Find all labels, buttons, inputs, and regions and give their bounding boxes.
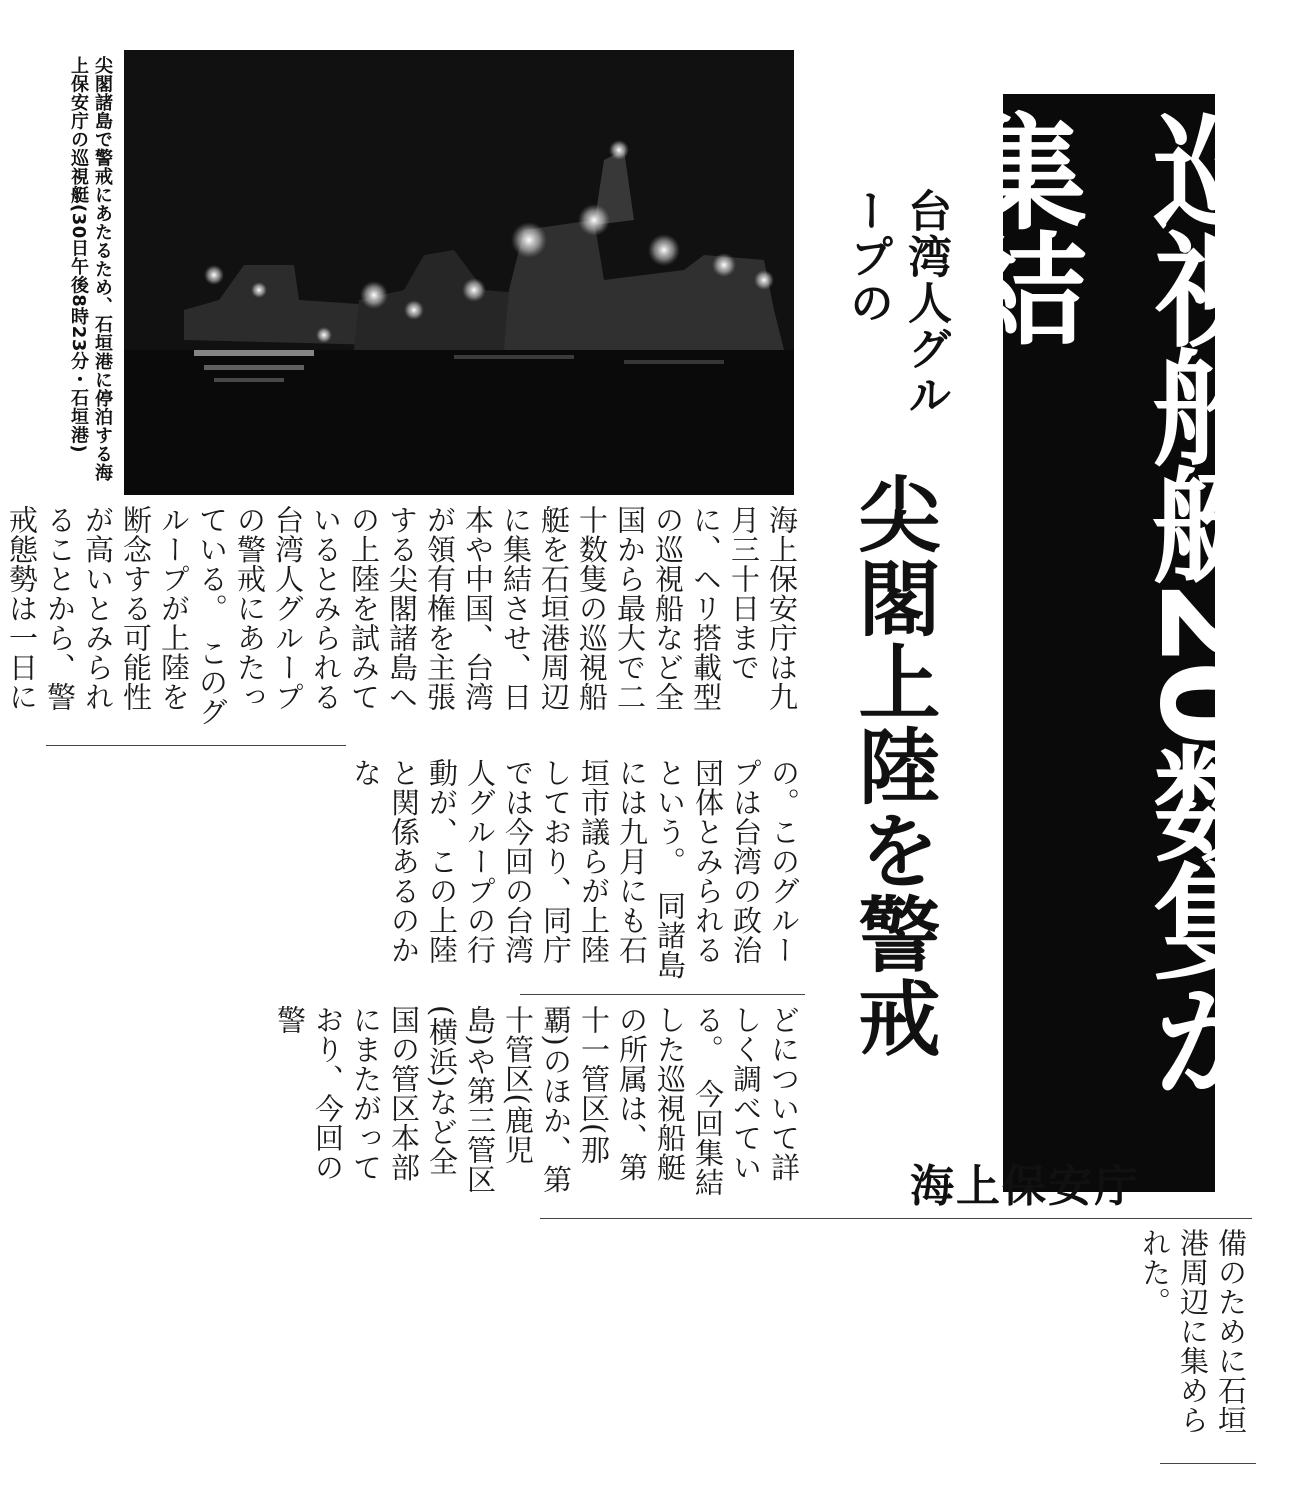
- article-column-4: 備のために石垣港周辺に集められた。: [1138, 1228, 1248, 1435]
- column-divider: [1160, 1463, 1256, 1464]
- article-column-1: 海上保安庁は九月三十日までに、ヘリ搭載型の巡視船など全国から最大で二十数隻の巡視船艇を石垣港周辺に集結させ、日本や中国、台湾が領有権を主張する尖閣諸島への上陸を試みているとみられる台湾人グループの警戒にあたっている。 このグループが上陸を断念する可能性が高いとみられることから、警戒態勢は一日に: [5, 505, 799, 727]
- byline: 海上保安庁: [910, 1161, 1140, 1212]
- subheading: 尖閣上陸を警戒: [845, 472, 940, 1060]
- headline: 巡視船艇20数隻が集結: [942, 108, 1276, 1095]
- harbor-night-photo: [124, 50, 794, 495]
- column-divider: [540, 1218, 1252, 1219]
- kicker-heading: 台湾人グループの: [842, 188, 951, 418]
- article-column-2: の。このグループは台湾の政治団体とみられるという。 同諸島には九月にも石垣市議らが上陸しており、同庁では今回の台湾人グループの行動が、この上陸と関係あるのかな: [349, 758, 801, 980]
- article-column-3: どについて詳しく調べている。 今回集結した巡視船艇の所属は、第十一管区(那覇)のほか、第十管区(鹿児島)や第三管区(横浜)など全国の管区本部にまたがっており、今回の警: [273, 1005, 801, 1197]
- column-divider: [520, 994, 805, 995]
- harbor-ships-image: [124, 50, 794, 495]
- column-divider: [46, 745, 346, 746]
- photo-caption: 尖閣諸島で警戒にあたるため、石垣港に停泊する海上保安庁の巡視艇(30日午後8時23分・石垣港): [68, 56, 113, 482]
